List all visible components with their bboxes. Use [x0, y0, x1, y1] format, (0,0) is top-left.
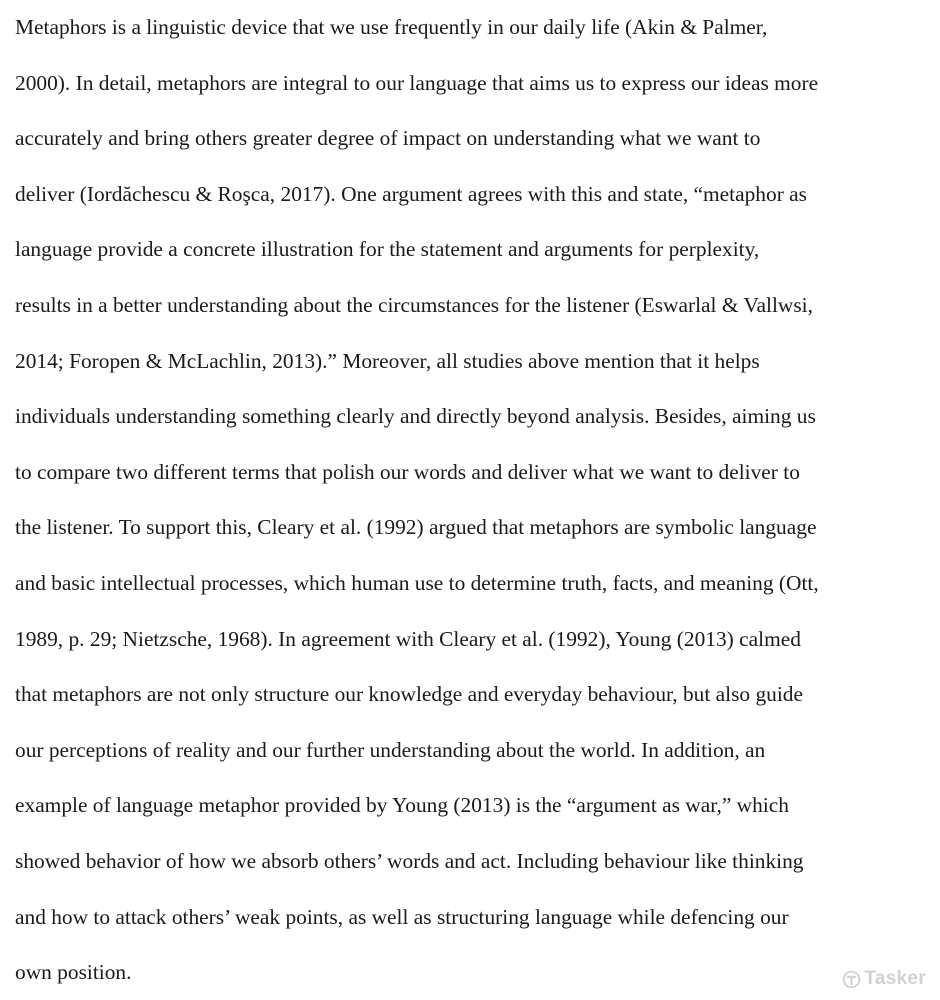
paragraph-line: that metaphors are not only structure our knowledge and everyday behaviour, but also guide — [15, 682, 803, 707]
paragraph-line: accurately and bring others greater degree of impact on understanding what we want to — [15, 126, 761, 151]
paragraph-line: our perceptions of reality and our further understanding about the world. In addition, an — [15, 737, 766, 762]
paragraph-line: 1989, p. 29; Nietzsche, 1968). In agreement with Cleary et al. (1992), Young (2013) calmed — [15, 626, 801, 651]
tasker-logo-icon — [842, 970, 861, 989]
paragraph — [15, 0, 935, 1000]
paragraph-line: to compare two different terms that polish our words and deliver what we want to deliver to — [15, 459, 800, 484]
paragraph-line: results in a better understanding about the circumstances for the listener (Eswarlal & Vallwsi, — [15, 292, 813, 317]
paragraph-line: the listener. To support this, Cleary et al. (1992) argued that metaphors are symbolic language — [15, 515, 817, 540]
paragraph-line: individuals understanding something clearly and directly beyond analysis. Besides, aiming us — [15, 404, 816, 429]
paragraph-line: and how to attack others’ weak points, as well as structuring language while defencing our — [15, 904, 789, 929]
paragraph-line: deliver (Iordăchescu & Roşca, 2017). One argument agrees with this and state, “metaphor as — [15, 181, 807, 206]
paragraph-line: 2014; Foropen & McLachlin, 2013).” Moreover, all studies above mention that it helps — [15, 348, 760, 373]
paragraph-line: own position. — [15, 960, 132, 985]
paragraph-line: and basic intellectual processes, which human use to determine truth, facts, and meaning (Ott, — [15, 570, 819, 595]
paragraph-line: showed behavior of how we absorb others’ words and act. Including behaviour like thinking — [15, 848, 804, 873]
watermark-label: Tasker — [864, 968, 926, 989]
paragraph-line: 2000). In detail, metaphors are integral to our language that aims us to express our ideas more — [15, 70, 819, 95]
paragraph-line: Metaphors is a linguistic device that we use frequently in our daily life (Akin & Palmer, — [15, 15, 768, 39]
tasker-watermark — [842, 968, 926, 990]
paragraph-line: example of language metaphor provided by Young (2013) is the “argument as war,” which — [15, 793, 789, 818]
paragraph-line: language provide a concrete illustration for the statement and arguments for perplexity, — [15, 237, 760, 262]
